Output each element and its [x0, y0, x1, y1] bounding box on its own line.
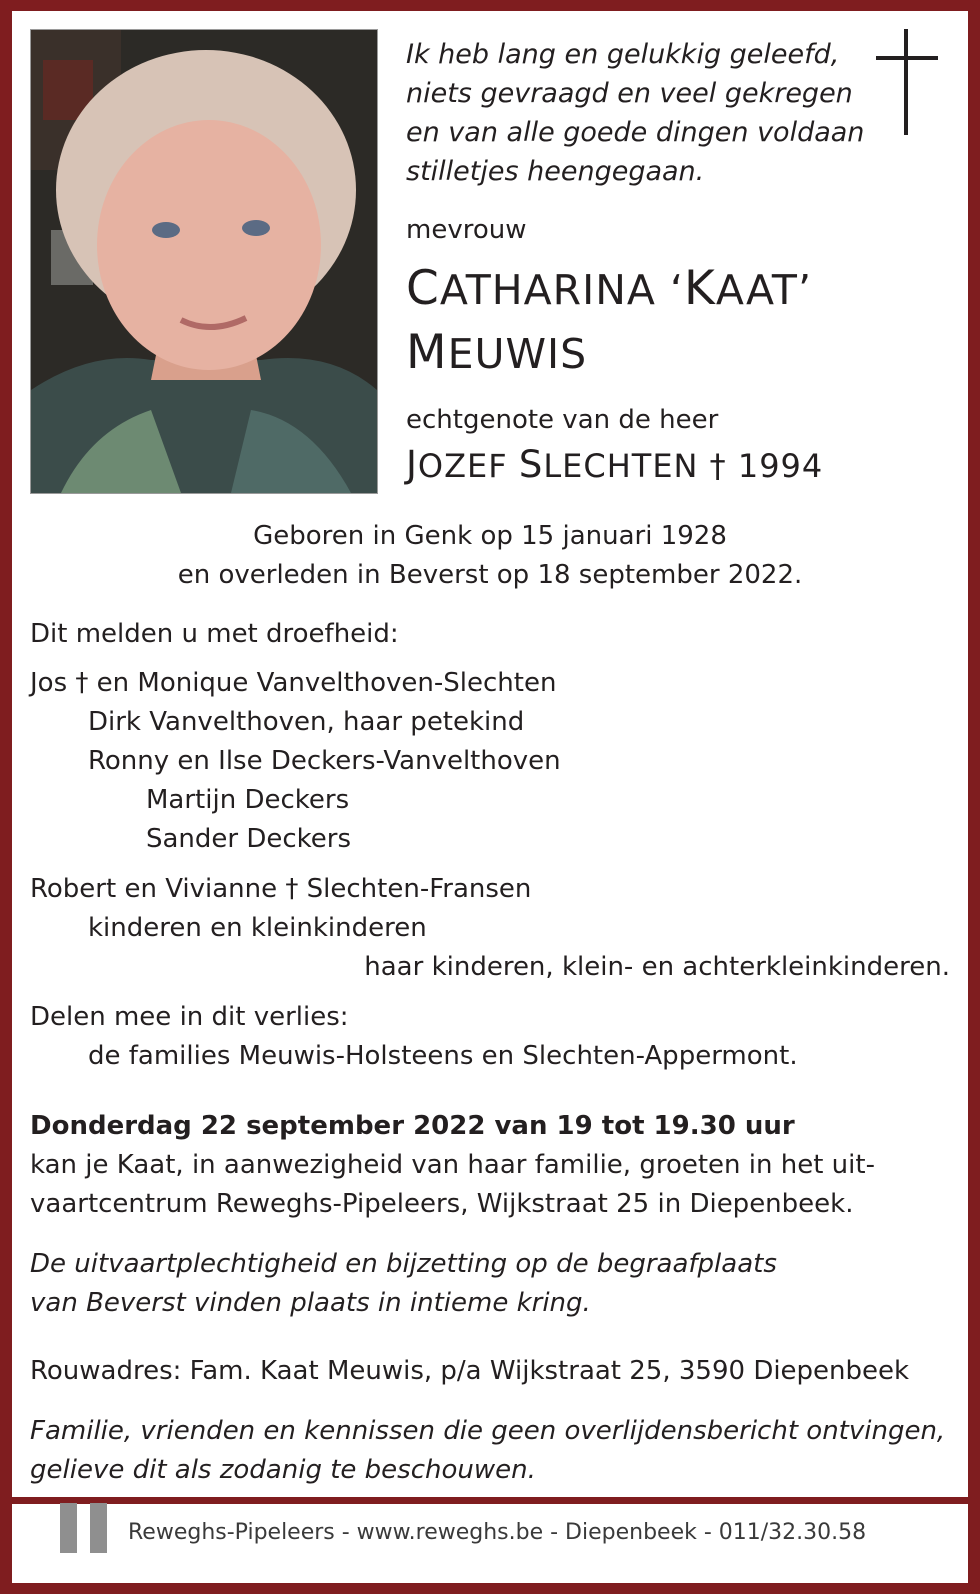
deceased-name-line1 — [406, 261, 812, 316]
spouse-death: † 1994 — [709, 447, 824, 485]
birth-date: Geboren in Genk op 15 januari 1928 — [253, 521, 727, 551]
cross-icon — [876, 29, 938, 135]
obituary-card — [12, 11, 968, 1583]
poem-line: Ik heb lang en gelukkig geleefd, — [406, 39, 840, 70]
portrait-photo — [30, 29, 378, 494]
name-rest: ATHARINA — [439, 266, 656, 314]
family-line: Robert en Vivianne † Slechten-Fransen — [30, 874, 532, 904]
poem-line: stilletjes heengegaan. — [406, 156, 705, 187]
family-line: Ronny en Ilse Deckers-Vanvelthoven — [88, 746, 561, 776]
spouse-rest: OZEF — [417, 447, 508, 485]
visitation-text: vaartcentrum Reweghs-Pipeleers, Wijkstraat 25 in Diepenbeek. — [30, 1189, 854, 1219]
spouse-initial: S — [518, 443, 544, 486]
name-rest: EUWIS — [447, 330, 588, 378]
poem — [406, 35, 864, 191]
family-line: haar kinderen, klein- en achterkleinkinderen. — [364, 952, 950, 982]
notice-text: gelieve dit als zodanig te beschouwen. — [30, 1455, 536, 1485]
family-line: kinderen en kleinkinderen — [88, 913, 427, 943]
family-line: de families Meuwis-Holsteens en Slechten-Appermont. — [88, 1041, 798, 1071]
name-quote: ‘ — [669, 266, 685, 314]
funeral-home-logo — [90, 1503, 107, 1553]
name-initial: M — [406, 325, 448, 380]
ceremony-text: van Beverst vinden plaats in intieme kring. — [30, 1288, 591, 1318]
announce-line: Dit melden u met droefheid: — [30, 619, 399, 649]
mourning-address: Rouwadres: Fam. Kaat Meuwis, p/a Wijkstraat 25, 3590 Diepenbeek — [30, 1356, 910, 1386]
deceased-name-line2 — [406, 325, 587, 380]
deceased-title: mevrouw — [406, 215, 527, 245]
poem-line: niets gevraagd en veel gekregen — [406, 78, 853, 109]
spouse-initial: J — [406, 443, 418, 486]
portrait-image — [31, 30, 377, 493]
visitation-text: kan je Kaat, in aanwezigheid van haar familie, groeten in het uit- — [30, 1150, 875, 1180]
family-line: Delen mee in dit verlies: — [30, 1002, 349, 1032]
spouse-name — [406, 443, 823, 486]
spouse-intro: echtgenote van de heer — [406, 405, 719, 435]
footer-contact: Reweghs-Pipeleers - www.reweghs.be - Diepenbeek - 011/32.30.58 — [128, 1520, 867, 1545]
spouse-rest: LECHTEN — [543, 447, 699, 485]
name-rest: AAT’ — [715, 266, 812, 314]
family-line: Martijn Deckers — [146, 785, 350, 815]
funeral-home-logo — [60, 1503, 77, 1553]
family-line: Jos † en Monique Vanvelthoven-Slechten — [30, 668, 557, 698]
footer-divider — [12, 1497, 968, 1504]
poem-line: en van alle goede dingen voldaan — [406, 117, 865, 148]
family-line: Dirk Vanvelthoven, haar petekind — [88, 707, 525, 737]
name-initial: C — [406, 261, 440, 316]
visitation-heading: Donderdag 22 september 2022 van 19 tot 19.30 uur — [30, 1111, 795, 1141]
notice-text: Familie, vrienden en kennissen die geen overlijdensbericht ontvingen, — [30, 1416, 946, 1446]
death-date: en overleden in Beverst op 18 september 2022. — [177, 560, 803, 590]
family-line: Sander Deckers — [146, 824, 352, 854]
ceremony-text: De uitvaartplechtigheid en bijzetting op de begraafplaats — [30, 1249, 777, 1279]
name-initial: K — [684, 261, 716, 316]
